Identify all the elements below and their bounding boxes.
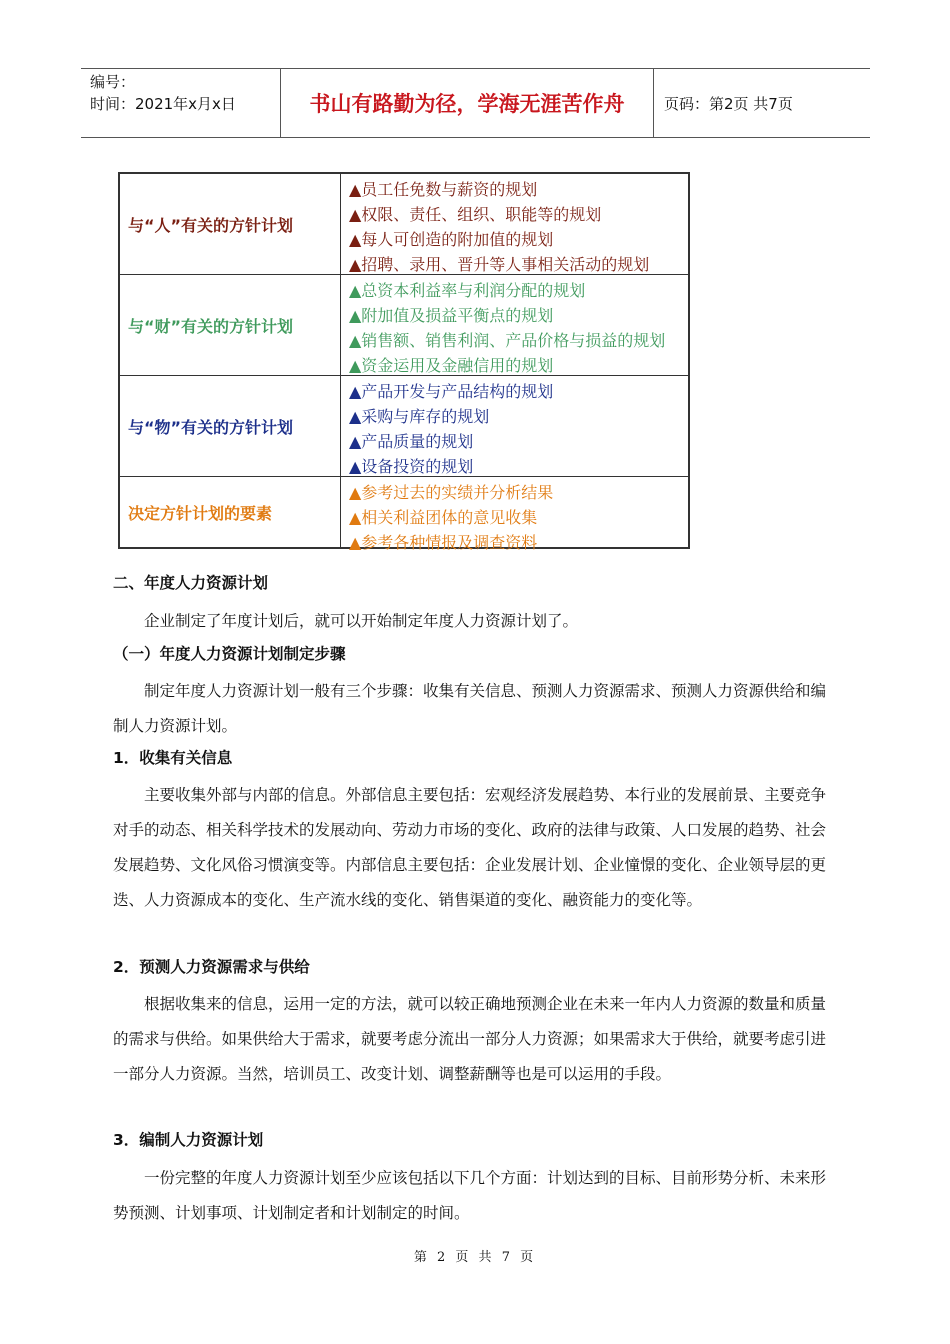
list-item: ▲每人可创造的附加值的规划 — [349, 230, 554, 249]
list-item: ▲参考各种情报及调查资料 — [349, 533, 538, 552]
header-meta — [81, 69, 281, 137]
page-footer: 第 2 页 共 7 页 — [413, 1250, 537, 1265]
table-category: 与“人”有关的方针计划 — [120, 174, 341, 274]
list-item: ▲相关利益团体的意见收集 — [349, 508, 538, 527]
step-heading: 3．编制人力资源计划 — [113, 1131, 264, 1149]
table-category: 与“财”有关的方针计划 — [120, 275, 341, 375]
list-item: ▲附加值及损益平衡点的规划 — [349, 306, 554, 325]
paragraph: 企业制定了年度计划后，就可以开始制定年度人力资源计划了。 — [144, 612, 579, 630]
table-category: 决定方针计划的要素 — [120, 477, 341, 548]
section-heading: 二、年度人力资源计划 — [113, 574, 269, 592]
list-item: ▲员工任免数与薪资的规划 — [349, 180, 538, 199]
step-heading: 1．收集有关信息 — [113, 749, 233, 767]
table-items — [341, 275, 688, 375]
paragraph: 制定年度人力资源计划一般有三个步骤：收集有关信息、预测人力资源需求、预测人力资源供给和编制人力资源计划。 — [113, 682, 827, 735]
table-row — [120, 174, 688, 275]
list-item: ▲参考过去的实绩并分析结果 — [349, 483, 554, 502]
header-date: 时间：2021年x月x日 — [90, 95, 236, 113]
subsection-heading: （一）年度人力资源计划制定步骤 — [113, 645, 346, 663]
paragraph: 主要收集外部与内部的信息。外部信息主要包括：宏观经济发展趋势、本行业的发展前景、主要竞争对手的动态、相关科学技术的发展动向、劳动力市场的变化、政府的法律与政策、人口发展的趋势、社会发展趋势、文化风俗习惯演变等。内部信息主要包括：企业发展计划、企业憧憬的变化、企业领导层的更迭、人力资源成本的变化、生产流水线的变化、销售渠道的变化、融资能力的变化等。 — [113, 786, 827, 909]
list-item: ▲采购与库存的规划 — [349, 407, 490, 426]
table-row — [120, 376, 688, 477]
table-items — [341, 477, 688, 552]
paragraph: 根据收集来的信息，运用一定的方法，就可以较正确地预测企业在未来一年内人力资源的数量和质量的需求与供给。如果供给大于需求，就要考虑分流出一部分人力资源；如果需求大于供给，就要考虑引进一部分人力资源。当然，培训员工、改变计划、调整薪酬等也是可以运用的手段。 — [113, 995, 827, 1083]
table-items — [341, 376, 688, 476]
list-item: ▲产品质量的规划 — [349, 432, 474, 451]
table-category: 与“物”有关的方针计划 — [120, 376, 341, 476]
list-item: ▲销售额、销售利润、产品价格与损益的规划 — [349, 331, 666, 350]
table-row — [120, 477, 688, 552]
step-heading: 2．预测人力资源需求与供给 — [113, 958, 310, 976]
header-code: 编号： — [90, 73, 136, 91]
header-motto: 书山有路勤为径，学海无涯苦作舟 — [281, 69, 654, 137]
page-header — [81, 68, 870, 138]
list-item: ▲总资本利益率与利润分配的规划 — [349, 281, 586, 300]
list-item: ▲权限、责任、组织、职能等的规划 — [349, 205, 602, 224]
list-item: ▲设备投资的规划 — [349, 457, 474, 476]
table-items — [341, 174, 688, 274]
paragraph: 一份完整的年度人力资源计划至少应该包括以下几个方面：计划达到的目标、目前形势分析、未来形势预测、计划事项、计划制定者和计划制定的时间。 — [113, 1169, 827, 1222]
header-page-info: 页码：第2页 共7页 — [664, 94, 793, 113]
list-item: ▲招聘、录用、晋升等人事相关活动的规划 — [349, 255, 650, 274]
list-item: ▲资金运用及金融信用的规划 — [349, 356, 554, 375]
table-row — [120, 275, 688, 376]
plan-table — [118, 172, 690, 552]
list-item: ▲产品开发与产品结构的规划 — [349, 382, 554, 401]
